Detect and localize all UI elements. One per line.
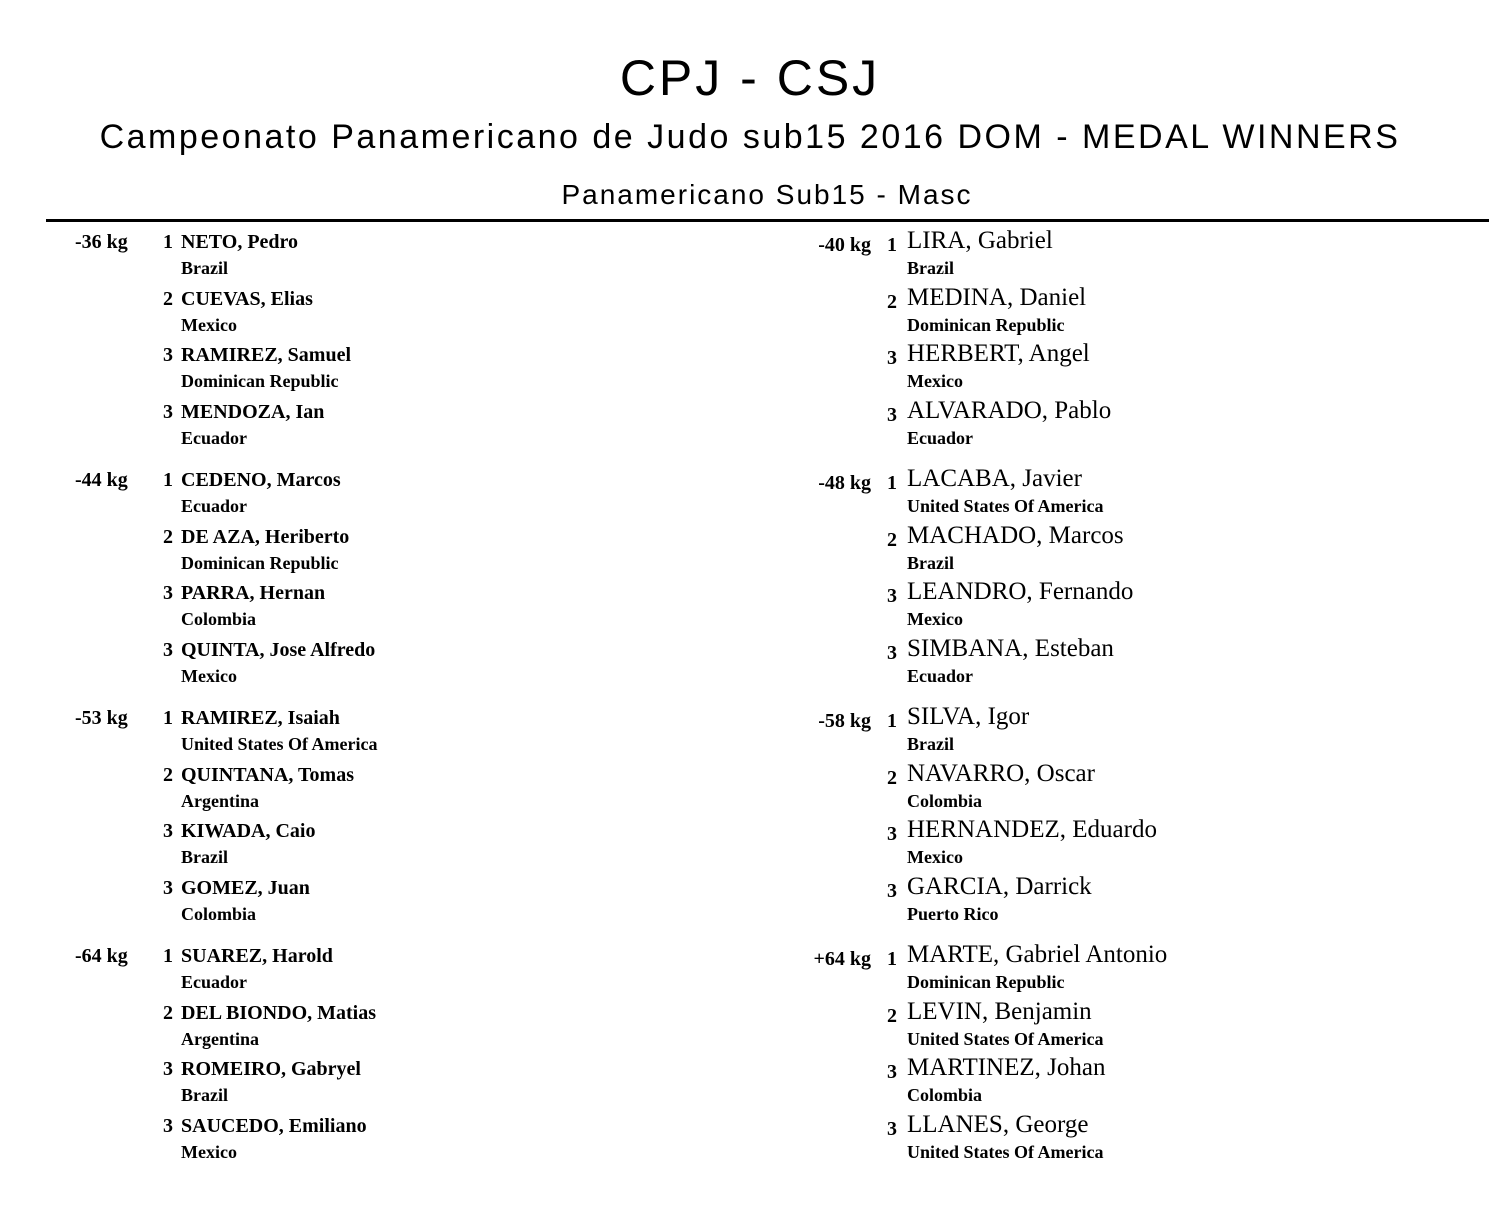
weight-class-label: -58 kg — [818, 710, 871, 732]
athlete-name: GARCIA, Darrick — [907, 873, 1092, 900]
weight-category — [805, 703, 1365, 938]
athlete-name: LEVIN, Benjamin — [907, 998, 1092, 1025]
athlete-country: Colombia — [907, 791, 983, 811]
athlete-name: SIMBANA, Esteban — [907, 635, 1114, 662]
medal-place: 1 — [163, 707, 173, 729]
athlete-name: DEL BIONDO, Matias — [181, 1002, 377, 1024]
athlete-country: Mexico — [907, 371, 963, 391]
athlete-name: LACABA, Javier — [907, 465, 1082, 492]
medal-place: 3 — [163, 582, 173, 604]
athlete-country: Colombia — [181, 904, 257, 924]
weight-class-label: -48 kg — [818, 472, 871, 494]
medal-place: 3 — [887, 823, 897, 845]
medal-place: 3 — [163, 1115, 173, 1137]
athlete-name: CEDENO, Marcos — [181, 469, 341, 491]
athlete-country: Brazil — [181, 1085, 228, 1105]
medal-place: 3 — [163, 401, 173, 423]
athlete-country: Mexico — [181, 1142, 237, 1162]
medal-place: 2 — [163, 764, 173, 786]
medal-place: 1 — [887, 710, 897, 732]
weight-category — [75, 706, 595, 938]
weight-class-label: +64 kg — [813, 948, 871, 970]
page-subtitle: Campeonato Panamericano de Judo sub15 2016 DOM - MEDAL WINNERS — [99, 118, 1401, 156]
athlete-name: NETO, Pedro — [181, 231, 299, 253]
athlete-country: Dominican Republic — [181, 371, 339, 391]
weight-class-label: -64 kg — [75, 945, 128, 967]
page-title: CPJ - CSJ — [619, 50, 881, 106]
medal-place: 3 — [163, 820, 173, 842]
athlete-name: MARTE, Gabriel Antonio — [907, 941, 1168, 968]
athlete-country: Brazil — [181, 847, 228, 867]
medal-place: 2 — [163, 1002, 173, 1024]
athlete-country: United States Of America — [181, 734, 378, 754]
athlete-country: Mexico — [181, 666, 237, 686]
athlete-name: DE AZA, Heriberto — [181, 526, 350, 548]
athlete-name: RAMIREZ, Isaiah — [181, 707, 340, 729]
athlete-country: Ecuador — [907, 666, 974, 686]
athlete-country: Mexico — [907, 609, 963, 629]
weight-category — [75, 468, 595, 700]
athlete-name: RAMIREZ, Samuel — [181, 344, 352, 366]
athlete-country: Ecuador — [181, 428, 248, 448]
athlete-country: Argentina — [181, 1029, 259, 1049]
athlete-country: Argentina — [181, 791, 259, 811]
athlete-name: QUINTA, Jose Alfredo — [181, 639, 376, 661]
weight-class-label: -44 kg — [75, 469, 128, 491]
athlete-name: SAUCEDO, Emiliano — [181, 1115, 367, 1137]
section-heading: Panamericano Sub15 - Masc — [561, 179, 973, 210]
athlete-name: LEANDRO, Fernando — [907, 578, 1134, 605]
weight-class-label: -36 kg — [75, 231, 128, 253]
athlete-name: NAVARRO, Oscar — [907, 760, 1095, 787]
medal-place: 2 — [887, 767, 897, 789]
athlete-name: SUAREZ, Harold — [181, 945, 333, 967]
athlete-country: Colombia — [181, 609, 257, 629]
athlete-country: Dominican Republic — [181, 553, 339, 573]
athlete-country: Ecuador — [181, 496, 248, 516]
athlete-country: Mexico — [181, 315, 237, 335]
athlete-country: Dominican Republic — [907, 315, 1065, 335]
medal-place: 3 — [887, 1118, 897, 1140]
athlete-country: United States Of America — [907, 1029, 1104, 1049]
athlete-name: ALVARADO, Pablo — [907, 397, 1112, 424]
athlete-country: Colombia — [907, 1085, 983, 1105]
athlete-name: MARTINEZ, Johan — [907, 1054, 1106, 1081]
weight-class-label: -53 kg — [75, 707, 128, 729]
medal-place: 3 — [887, 1061, 897, 1083]
athlete-name: HERNANDEZ, Eduardo — [907, 816, 1157, 843]
athlete-country: Puerto Rico — [907, 904, 999, 924]
athlete-name: LLANES, George — [907, 1111, 1089, 1138]
medal-place: 2 — [163, 526, 173, 548]
medal-place: 3 — [887, 585, 897, 607]
athlete-name: ROMEIRO, Gabryel — [181, 1058, 361, 1080]
athlete-country: Brazil — [907, 553, 954, 573]
medal-place: 1 — [887, 234, 897, 256]
medal-place: 3 — [163, 344, 173, 366]
weight-category — [805, 465, 1365, 700]
athlete-name: HERBERT, Angel — [907, 340, 1090, 367]
athlete-name: LIRA, Gabriel — [907, 227, 1053, 254]
weight-class-label: -40 kg — [818, 234, 871, 256]
medal-place: 2 — [887, 1005, 897, 1027]
medal-place: 1 — [163, 469, 173, 491]
athlete-country: United States Of America — [907, 496, 1104, 516]
medal-place: 2 — [163, 288, 173, 310]
athlete-country: Brazil — [907, 258, 954, 278]
medal-place: 1 — [887, 472, 897, 494]
athlete-name: SILVA, Igor — [907, 703, 1030, 730]
athlete-country: Ecuador — [907, 428, 974, 448]
medal-place: 3 — [163, 877, 173, 899]
athlete-country: United States Of America — [907, 1142, 1104, 1162]
athlete-name: KIWADA, Caio — [181, 820, 316, 842]
athlete-country: Dominican Republic — [907, 972, 1065, 992]
medal-place: 3 — [887, 642, 897, 664]
athlete-country: Mexico — [907, 847, 963, 867]
medal-place: 1 — [163, 945, 173, 967]
medal-place: 1 — [163, 231, 173, 253]
athlete-name: QUINTANA, Tomas — [181, 764, 354, 786]
athlete-name: MEDINA, Daniel — [907, 284, 1087, 311]
athlete-country: Ecuador — [181, 972, 248, 992]
athlete-country: Brazil — [181, 258, 228, 278]
medal-place: 3 — [163, 639, 173, 661]
weight-category — [805, 941, 1365, 1176]
medal-place: 1 — [887, 948, 897, 970]
medal-place: 2 — [887, 529, 897, 551]
medal-place: 3 — [887, 880, 897, 902]
athlete-name: CUEVAS, Elias — [181, 288, 313, 310]
weight-category — [805, 227, 1365, 462]
medal-place: 3 — [163, 1058, 173, 1080]
athlete-name: MENDOZA, Ian — [181, 401, 325, 423]
weight-category — [75, 944, 595, 1176]
medal-place: 2 — [887, 291, 897, 313]
medal-place: 3 — [887, 404, 897, 426]
athlete-country: Brazil — [907, 734, 954, 754]
weight-category — [75, 230, 595, 462]
athlete-name: MACHADO, Marcos — [907, 522, 1124, 549]
athlete-name: GOMEZ, Juan — [181, 877, 310, 899]
athlete-name: PARRA, Hernan — [181, 582, 326, 604]
header-divider — [46, 219, 1489, 222]
medal-place: 3 — [887, 347, 897, 369]
